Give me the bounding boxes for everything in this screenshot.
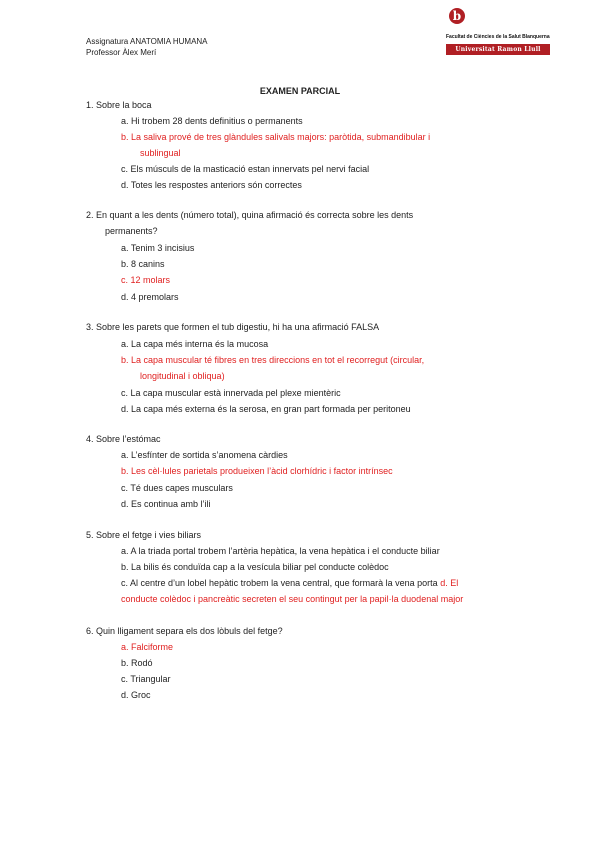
professor-line: Professor Àlex Merí [86,48,157,57]
q2-option-d: d. 4 premolars [121,292,179,302]
q2-option-a: a. Tenim 3 incisius [121,243,195,253]
question-6: 6. Quin lligament separa els dos lòbuls del fetge? [86,626,283,636]
q5-option-c-line [121,577,458,589]
subject-line: Assignatura ANATOMIA HUMANA [86,37,208,46]
logo-mark-icon: b [449,8,465,24]
q3-option-b-continued: longitudinal i obliqua) [140,371,225,381]
logo-faculty-text: Facultat de Ciències de la Salut Blanquerna [446,34,550,40]
q5-option-a: a. A la triada portal trobem l’artèria hepàtica, la vena hepàtica i el conducte biliar [121,546,440,556]
q3-option-c: c. La capa muscular està innervada pel plexe mientèric [121,388,341,398]
q6-option-b: b. Rodó [121,658,153,668]
q1-option-b-continued: sublingual [140,148,181,158]
header-info [86,36,208,58]
q5-option-b: b. La bilis és conduïda cap a la vesícula biliar pel conducte colèdoc [121,562,389,572]
q6-option-c: c. Triangular [121,674,171,684]
question-1: 1. Sobre la boca [86,100,152,110]
logo-university-banner: Universitat Ramon Llull [446,44,550,55]
q4-option-c: c. Té dues capes musculars [121,483,233,493]
question-2-continued: permanents? [105,226,158,236]
question-2: 2. En quant a les dents (número total), quina afirmació és correcta sobre les dents [86,210,414,220]
q4-option-d: d. Es continua amb l’ili [121,499,211,509]
q5-option-d-continued: conducte colèdoc i pancreàtic secreten el seu contingut per la papil·la duodenal major [121,594,464,604]
q1-option-b-correct: b. La saliva prové de tres glàndules salivals majors: paròtida, submandibular i [121,132,431,142]
question-5: 5. Sobre el fetge i vies biliars [86,530,202,540]
question-3: 3. Sobre les parets que formen el tub digestiu, hi ha una afirmació FALSA [86,322,380,332]
q2-option-c-correct: c. 12 molars [121,275,171,285]
question-4: 4. Sobre l’estómac [86,434,161,444]
q6-option-d: d. Groc [121,690,151,700]
q1-option-c: c. Els músculs de la masticació estan innervats pel nervi facial [121,164,370,174]
q3-option-a: a. La capa més interna és la mucosa [121,339,269,349]
q4-option-b-correct: b. Les cèl·lules parietals produeixen l’àcid clorhídric i factor intrínsec [121,466,393,476]
q2-option-b: b. 8 canins [121,259,165,269]
q5-option-d-correct: d. El [440,578,459,588]
q3-option-d: d. La capa més externa és la serosa, en gran part formada per peritoneu [121,404,411,414]
exam-title: EXAMEN PARCIAL [259,86,341,96]
q1-option-d: d. Totes les respostes anteriors són correctes [121,180,302,190]
q1-option-a: a. Hi trobem 28 dents definitius o permanents [121,116,303,126]
q3-option-b-correct: b. La capa muscular té fibres en tres direccions en tot el recorregut (circular, [121,355,425,365]
q5-option-c: c. Al centre d’un lobel hepàtic trobem la vena central, que formarà la vena porta [121,578,438,588]
q4-option-a: a. L’esfínter de sortida s’anomena càrdies [121,450,288,460]
q6-option-a-correct: a. Falciforme [121,642,174,652]
